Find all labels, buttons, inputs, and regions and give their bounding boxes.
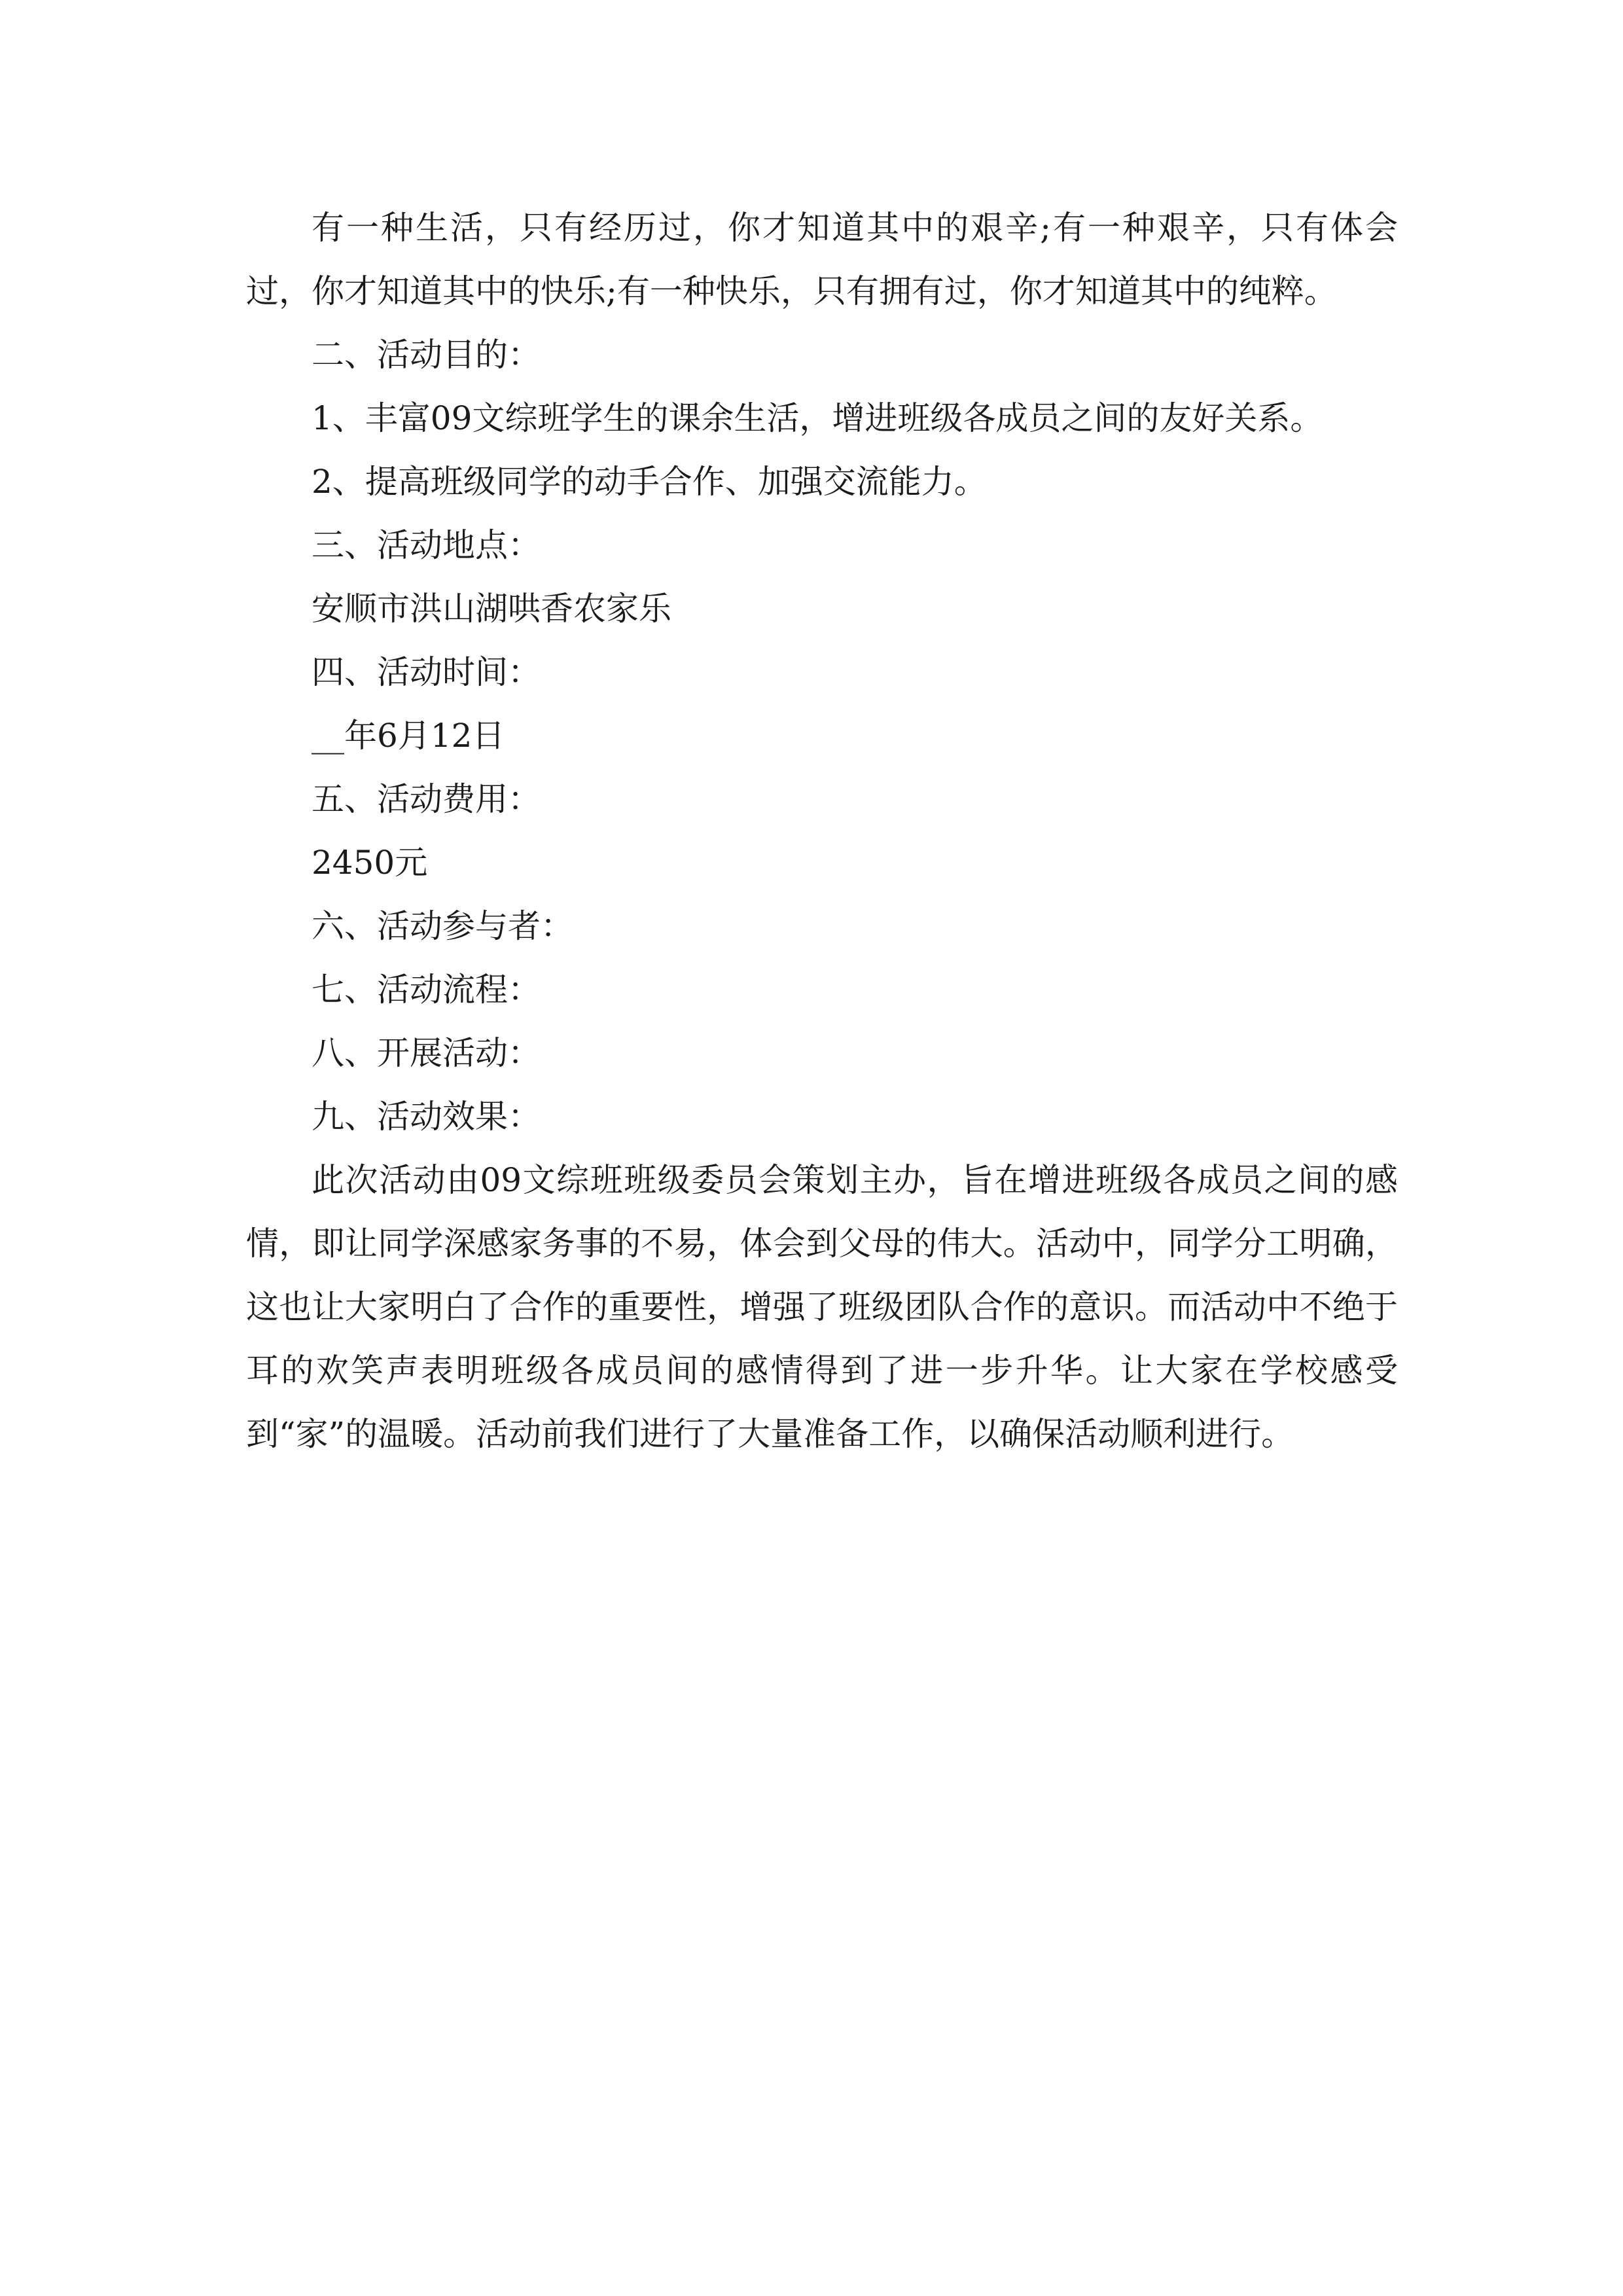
purpose-item-1: 1、丰富09文综班学生的课余生活，增进班级各成员之间的友好关系。 xyxy=(312,399,1323,437)
time-value: __年6月12日 xyxy=(312,717,505,755)
section-heading-location: 三、活动地点： xyxy=(312,526,541,564)
purpose-item-2: 2、提高班级同学的动手合作、加强交流能力。 xyxy=(312,463,987,501)
section-heading-participants: 六、活动参与者： xyxy=(312,907,573,945)
intro-paragraph: 有一种生活，只有经历过，你才知道其中的艰辛;有一种艰辛，只有体会过，你才知道其中的快乐;有一种快乐，只有拥有过，你才知道其中的纯粹。 xyxy=(246,209,1398,310)
document-body xyxy=(246,196,1398,1466)
section-heading-time: 四、活动时间： xyxy=(312,653,541,691)
location-value: 安顺市洪山湖哄香农家乐 xyxy=(312,590,671,628)
cost-value: 2450元 xyxy=(312,844,428,882)
section-heading-effect: 九、活动效果： xyxy=(312,1098,541,1136)
section-heading-activity: 八、开展活动： xyxy=(312,1034,541,1072)
section-heading-cost: 五、活动费用： xyxy=(312,780,541,818)
section-heading-process: 七、活动流程： xyxy=(312,971,541,1009)
section-heading-purpose: 二、活动目的： xyxy=(312,336,541,374)
effect-paragraph: 此次活动由09文综班班级委员会策划主办，旨在增进班级各成员之间的感情，即让同学深感家务事的不易，体会到父母的伟大。活动中，同学分工明确，这也让大家明白了合作的重要性，增强了班级团队合作的意识。而活动中不绝于耳的欢笑声表明班级各成员间的感情得到了进一步升华。让大家在学校感受到“家”的温暖。活动前我们进行了大量准备工作，以确保活动顺利进行。 xyxy=(246,1161,1398,1453)
